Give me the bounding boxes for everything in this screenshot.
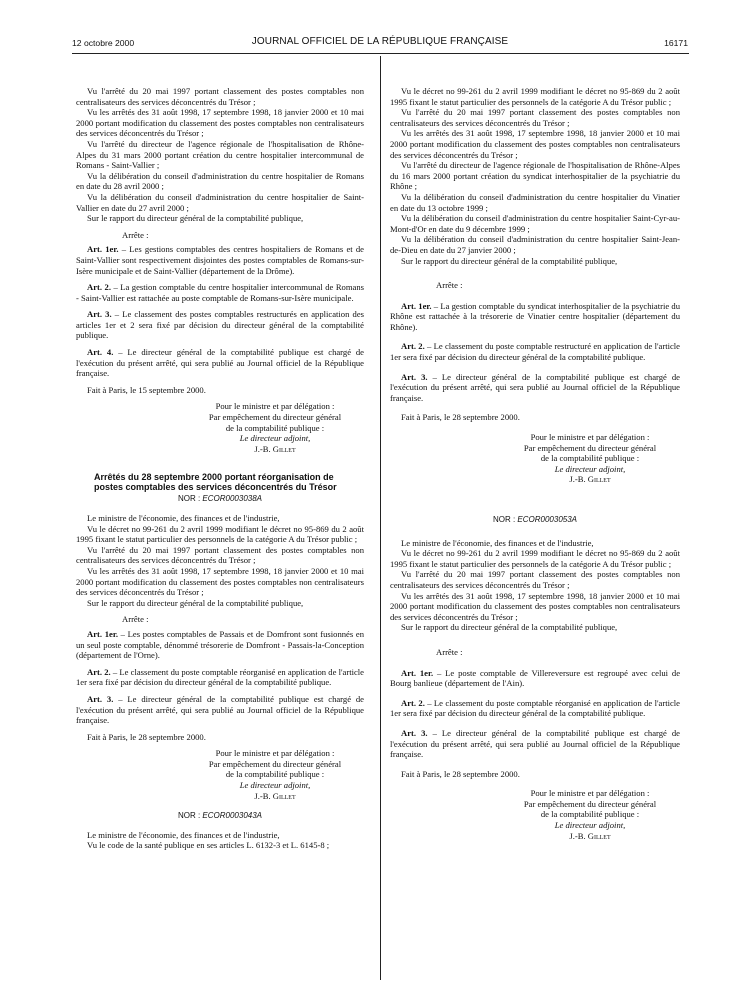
article xyxy=(390,728,680,760)
article xyxy=(76,667,364,688)
nor-reference xyxy=(390,515,680,526)
signature-line: Le directeur adjoint, xyxy=(239,433,311,444)
paragraph: Sur le rapport du directeur général de la comptabilité publique, xyxy=(401,255,618,266)
arrete-heading: Arrête : xyxy=(436,280,463,291)
signature-block xyxy=(76,748,364,801)
signature-line: Le directeur adjoint, xyxy=(554,463,626,474)
article-label: Art. 2. xyxy=(87,282,111,293)
nor-label: NOR : xyxy=(177,494,203,504)
article-text: – Le poste comptable de Villereversure est regroupé avec celui de Bourg banlieue (département de l'Ain). xyxy=(390,667,681,689)
signature-line: de la comptabilité publique : xyxy=(225,422,325,433)
paragraph: Vu l'arrêté du 20 mai 1997 portant classement des postes comptables non centralisateurs des services déconcentrés du Trésor ; xyxy=(390,107,680,128)
paragraph: Vu la délibération du conseil d'administration du centre hospitalier du Vinatier en date du 13 octobre 1999 ; xyxy=(390,191,680,213)
article-label: Art. 1er. xyxy=(87,244,119,255)
article-text: – Les postes comptables de Passais et de Domfront sont fusionnés en un seul poste comptable, dénommé trésorerie de Domfront - Passais-la-Conception (département de l'Orne). xyxy=(76,628,364,661)
paragraph: Vu le décret no 99-261 du 2 avril 1999 modifiant le décret no 95-869 du 2 août 1995 fixant le statut particulier des personnels de la catégorie A du Trésor public ; xyxy=(390,548,680,569)
article-text: – La gestion comptable du centre hospitalier intercommunal de Romans - Saint-Vallier est rattachée au poste comptable de Romans-sur-Isère municipale. xyxy=(76,282,364,303)
article-label: Art. 4. xyxy=(87,347,114,358)
paragraph: Vu l'arrêté du 20 mai 1997 portant classement des postes comptables non centralisateurs des services déconcentrés du Trésor ; xyxy=(76,544,364,566)
paragraph: Vu l'arrêté du 20 mai 1997 portant classement des postes comptables non centralisateurs des services déconcentrés du Trésor ; xyxy=(76,86,364,107)
arrete-heading: Arrête : xyxy=(122,229,149,240)
article-text: – Le directeur général de la comptabilité publique est chargé de l'exécution du présent arrêté, qui sera publié au Journal officiel de la République française. xyxy=(76,347,364,379)
article xyxy=(390,668,680,689)
header-title: JOURNAL OFFICIEL DE LA RÉPUBLIQUE FRANÇAISE xyxy=(251,36,509,47)
paragraph: Vu la délibération du conseil d'administration du centre hospitalier de Romans en date du 28 avril 2000 ; xyxy=(76,170,364,192)
article-text: – Le classement du poste comptable réorganisé en application de l'article 1er sera fixé par décision du directeur général de la comptabilité publique. xyxy=(76,666,364,688)
paragraph: Vu le code de la santé publique en ses articles L. 6132-3 et L. 6145-8 ; xyxy=(87,840,330,851)
signature-name: J.-B. Gillet xyxy=(569,474,611,485)
paragraph: Vu les arrêtés des 31 août 1998, 17 septembre 1998, 18 janvier 2000 et 10 mai 2000 portant modification du classement des postes comptables non centralisateurs des services déconcentrés du Trésor ; xyxy=(76,107,364,139)
fait-line: Fait à Paris, le 15 septembre 2000. xyxy=(87,384,206,395)
signature-line: Le directeur adjoint, xyxy=(554,820,626,831)
signature-line: Pour le ministre et par délégation : xyxy=(530,788,650,799)
signature-name: J.-B. Gillet xyxy=(254,443,296,454)
article xyxy=(76,694,364,726)
signature-line: de la comptabilité publique : xyxy=(225,769,325,780)
article xyxy=(76,309,364,341)
paragraph: Sur le rapport du directeur général de la comptabilité publique, xyxy=(401,622,618,633)
article-label: Art. 3. xyxy=(87,309,112,320)
page-header xyxy=(72,38,688,50)
nor-label: NOR : xyxy=(177,811,203,821)
paragraph: Vu le décret no 99-261 du 2 avril 1999 modifiant le décret no 95-869 du 2 août 1995 fixant le statut particulier des personnels de la catégorie A du Trésor public ; xyxy=(390,86,680,107)
article xyxy=(76,244,364,276)
article-label: Art. 1er. xyxy=(401,300,432,311)
nor-label: NOR : xyxy=(492,515,518,524)
article xyxy=(76,347,364,379)
article-label: Art. 3. xyxy=(87,693,114,704)
header-page-number: 16171 xyxy=(664,38,688,48)
signature-line: de la comptabilité publique : xyxy=(540,453,640,464)
article-text: – Le classement du poste comptable réorganisé en application de l'article 1er sera fixé par décision du directeur général de la comptabilité publique. xyxy=(390,697,681,719)
fait-line: Fait à Paris, le 28 septembre 2000. xyxy=(401,412,520,423)
paragraph: Sur le rapport du directeur général de la comptabilité publique, xyxy=(87,213,304,224)
paragraph: Vu l'arrêté du 20 mai 1997 portant classement des postes comptables non centralisateurs des services déconcentrés du Trésor ; xyxy=(390,569,680,590)
signature-line: Par empêchement du directeur général xyxy=(208,412,342,423)
article xyxy=(76,629,364,661)
signature-line: Pour le ministre et par délégation : xyxy=(530,432,650,443)
article xyxy=(390,301,680,333)
article-text: – Le directeur général de la comptabilité publique est chargé de l'exécution du présent arrêté, qui sera publié au Journal officiel de la République française. xyxy=(76,693,364,726)
right-column xyxy=(390,86,680,841)
section-title: Arrêtés du 28 septembre 2000 portant réorganisation de postes comptables des services déconcentrés du Trésor xyxy=(94,472,337,493)
article-text: – Le classement du poste comptable restructuré en application de l'article 1er sera fixé par décision du directeur général de la comptabilité publique. xyxy=(390,341,680,363)
nor-reference xyxy=(76,494,364,505)
fait-line: Fait à Paris, le 28 septembre 2000. xyxy=(401,768,520,779)
article-label: Art. 1er. xyxy=(401,667,434,678)
paragraph: Le ministre de l'économie, des finances et de l'industrie, xyxy=(87,829,280,840)
article-label: Art. 2. xyxy=(87,666,111,677)
article xyxy=(390,372,680,404)
nor-code: ECOR0003043A xyxy=(202,811,263,821)
article-label: Art. 3. xyxy=(401,727,428,738)
signature-line: Pour le ministre et par délégation : xyxy=(215,748,335,759)
article xyxy=(390,341,680,362)
paragraph: Le ministre de l'économie, des finances et de l'industrie, xyxy=(87,513,280,523)
article-text: – La gestion comptable du syndicat interhospitalier de la psychiatrie du Rhône est rattachée à la trésorerie de Vinatier centre hospitalier (département du Rhône). xyxy=(390,300,680,332)
paragraph: Vu la délibération du conseil d'administration du centre hospitalier Saint-Cyr-au-Mont-d'Or en date du 9 décembre 1999 ; xyxy=(390,213,680,234)
paragraph: Vu les arrêtés des 31 août 1998, 17 septembre 1998, 18 janvier 2000 et 10 mai 2000 portant modification du classement des postes comptables non centralisateurs des services déconcentrés du Trésor ; xyxy=(390,590,680,622)
paragraph: Vu la délibération du conseil d'administration du centre hospitalier de Saint-Vallier en date du 27 avril 2000 ; xyxy=(76,191,364,213)
article-label: Art. 2. xyxy=(401,341,425,352)
article-label: Art. 2. xyxy=(401,697,425,708)
paragraph: Vu le décret no 99-261 du 2 avril 1999 modifiant le décret no 95-869 du 2 août 1995 fixant le statut particulier des personnels de la catégorie A du Trésor public ; xyxy=(76,523,364,545)
article-text: – Les gestions comptables des centres hospitaliers de Romans et de Saint-Vallier sont respectivement disjointes des postes comptables de Romans-sur-Isère municipale et de Saint-Vallier (département de la Drôme). xyxy=(76,244,364,276)
signature-line: de la comptabilité publique : xyxy=(540,809,640,820)
article-text: – Le directeur général de la comptabilité publique est chargé de l'exécution du présent arrêté, qui sera publié au Journal officiel de la République française. xyxy=(390,727,681,760)
article xyxy=(390,698,680,719)
fait-line: Fait à Paris, le 28 septembre 2000. xyxy=(87,731,206,742)
nor-reference xyxy=(76,811,364,822)
nor-code: ECOR0003038A xyxy=(202,494,263,504)
signature-name: J.-B. Gillet xyxy=(569,830,611,841)
signature-line: Par empêchement du directeur général xyxy=(523,798,657,809)
paragraph: Vu l'arrêté du directeur de l'agence régionale de l'hospitalisation de Rhône-Alpes du 31 mars 2000 portant création du centre hospitalier intercommunal de Romans - Saint-Vallier ; xyxy=(76,138,364,171)
signature-name: J.-B. Gillet xyxy=(254,790,296,801)
paragraph: Sur le rapport du directeur général de la comptabilité publique, xyxy=(87,597,304,608)
header-rule xyxy=(72,53,689,54)
paragraph: Vu l'arrêté du directeur de l'agence régionale de l'hospitalisation de Rhône-Alpes du 16 mars 2000 portant création du syndicat interhospitalier de la psychiatrie du Rhône ; xyxy=(390,160,680,192)
signature-block xyxy=(390,788,680,841)
article-text: – Le directeur général de la comptabilité publique est chargé de l'exécution du présent arrêté, qui sera publié au Journal officiel de la République française. xyxy=(390,371,681,403)
article-label: Art. 3. xyxy=(401,371,428,382)
paragraph: Le ministre de l'économie, des finances et de l'industrie, xyxy=(401,537,594,548)
paragraph: Vu les arrêtés des 31 août 1998, 17 septembre 1998, 18 janvier 2000 et 10 mai 2000 portant modification du classement des postes comptables non centralisateurs des services déconcentrés du Trésor ; xyxy=(76,565,364,598)
arrete-heading: Arrête : xyxy=(122,614,149,625)
left-column xyxy=(76,86,364,851)
paragraph: Vu la délibération du conseil d'administration du centre hospitalier Saint-Jean-de-Dieu en date du 27 janvier 2000 ; xyxy=(390,234,680,255)
column-divider xyxy=(380,56,381,980)
nor-code: ECOR0003053A xyxy=(517,515,578,524)
paragraph: Vu les arrêtés des 31 août 1998, 17 septembre 1998, 18 janvier 2000 et 10 mai 2000 portant modification du classement des postes comptables non centralisateurs des services déconcentrés du Trésor ; xyxy=(390,128,680,160)
signature-line: Par empêchement du directeur général xyxy=(523,442,657,453)
signature-block xyxy=(390,432,680,485)
article-text: – Le classement des postes comptables restructurés en application des articles 1er et 2 sera fixé par décision du directeur général de la comptabilité publique. xyxy=(76,309,364,341)
header-date: 12 octobre 2000 xyxy=(72,38,135,48)
article-label: Art. 1er. xyxy=(87,628,118,639)
signature-line: Pour le ministre et par délégation : xyxy=(215,401,335,412)
signature-line: Le directeur adjoint, xyxy=(239,780,311,791)
signature-line: Par empêchement du directeur général xyxy=(208,758,342,769)
signature-block xyxy=(76,401,364,454)
article xyxy=(76,282,364,303)
arrete-heading: Arrête : xyxy=(436,646,463,657)
